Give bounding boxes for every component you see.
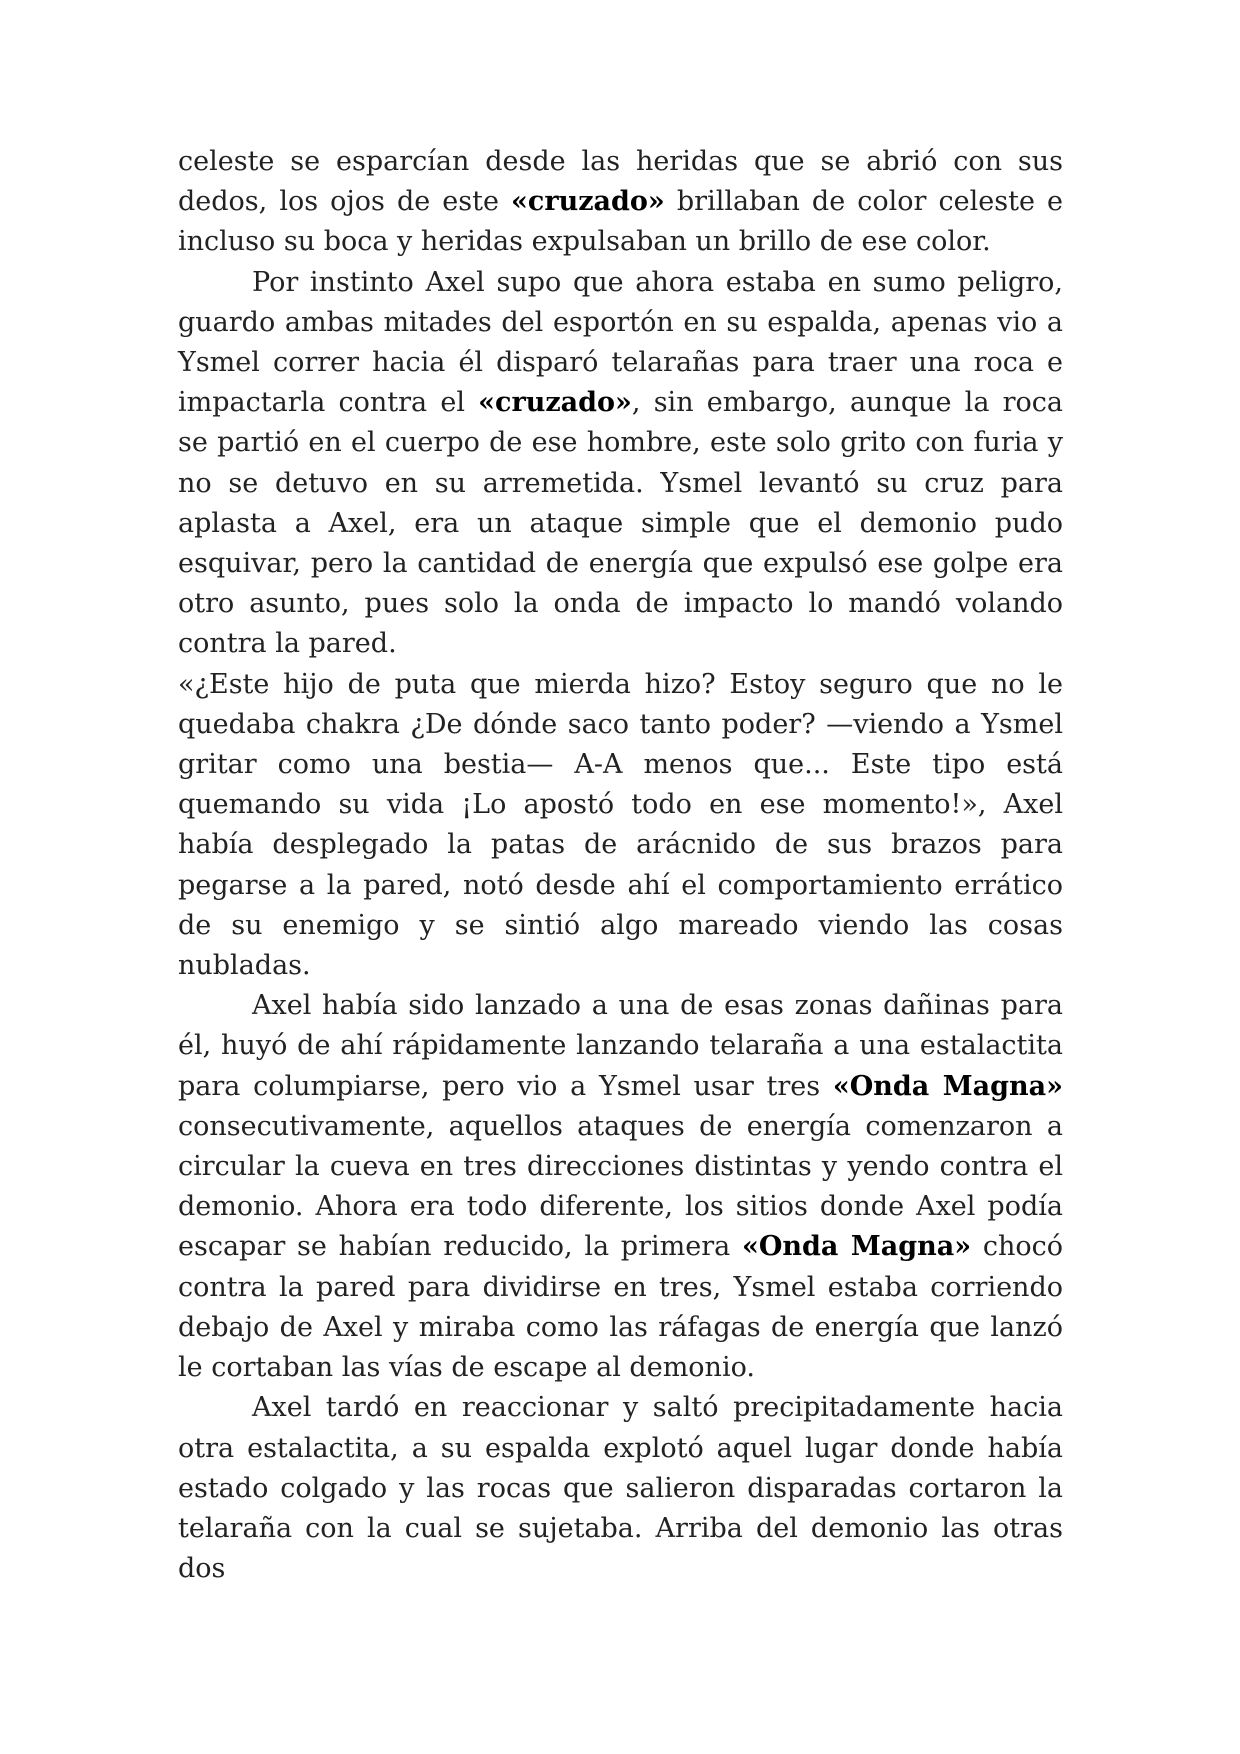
text-run: , sin embargo, aunque la roca se partió en el cuerpo de ese hombre, este solo grito con furia y no se detuvo en su arremetida. Ysmel levantó su cruz para aplasta a Axel, era un ataque simple que el demonio pudo esquivar, pero la cantidad de energía que expulsó ese golpe era otro asunto, pues solo la onda de impacto lo mandó volando contra la pared. xyxy=(178,387,1063,660)
emphasis-term: «cruzado» xyxy=(511,186,665,218)
paragraph xyxy=(178,1388,1063,1589)
text-run: Por instinto Axel supo que ahora estaba en sumo peligro, guardo ambas mitades del esportón en su espalda, apenas vio a Ysmel correr hacia él disparó telarañas para traer una roca e impactarla contra el xyxy=(178,266,1063,419)
emphasis-term: «cruzado» xyxy=(478,387,632,419)
paragraph xyxy=(178,263,1063,665)
text-run: consecutivamente, aquellos ataques de energía comenzaron a circular la cueva en tres direcciones distintas y yendo contra el demonio. Ahora era todo diferente, los sitios donde Axel podía escapar se habían reducido, la primera xyxy=(178,1110,1063,1263)
emphasis-term: «Onda Magna» xyxy=(832,1070,1063,1102)
text-run: brillaban de color celeste e incluso su boca y heridas expulsaban un brillo de ese color. xyxy=(178,186,1063,258)
text-run: «¿Este hijo de puta que mierda hizo? Estoy seguro que no le quedaba chakra ¿De dónde saco tanto poder? —viendo a Ysmel gritar como una bestia— A-A menos que... Este tipo está quemando su vida ¡Lo apostó todo en ese momento!», Axel había desplegado la patas de arácnido de sus brazos para pegarse a la pared, notó desde ahí el comportamiento errático de su enemigo y se sintió algo mareado viendo las cosas nubladas. xyxy=(178,668,1063,982)
text-run: Axel tardó en reaccionar y saltó precipitadamente hacia otra estalactita, a su espalda explotó aquel lugar donde había estado colgado y las rocas que salieron disparadas cortaron la telaraña con la cual se sujetaba. Arriba del demonio las otras dos xyxy=(178,1392,1063,1585)
paragraph xyxy=(178,142,1063,263)
text-run: celeste se esparcían desde las heridas que se abrió con sus dedos, los ojos de este xyxy=(178,146,1063,218)
text-run: chocó contra la pared para dividirse en tres, Ysmel estaba corriendo debajo de Axel y miraba como las ráfagas de energía que lanzó le cortaban las vías de escape al demonio. xyxy=(178,1231,1063,1384)
paragraph xyxy=(178,665,1063,987)
text-run: Axel había sido lanzado a una de esas zonas dañinas para él, huyó de ahí rápidamente lanzando telaraña a una estalactita para columpiarse, pero vio a Ysmel usar tres xyxy=(178,990,1063,1102)
document-page xyxy=(178,142,1063,1589)
paragraph xyxy=(178,986,1063,1388)
emphasis-term: «Onda Magna» xyxy=(741,1231,972,1263)
